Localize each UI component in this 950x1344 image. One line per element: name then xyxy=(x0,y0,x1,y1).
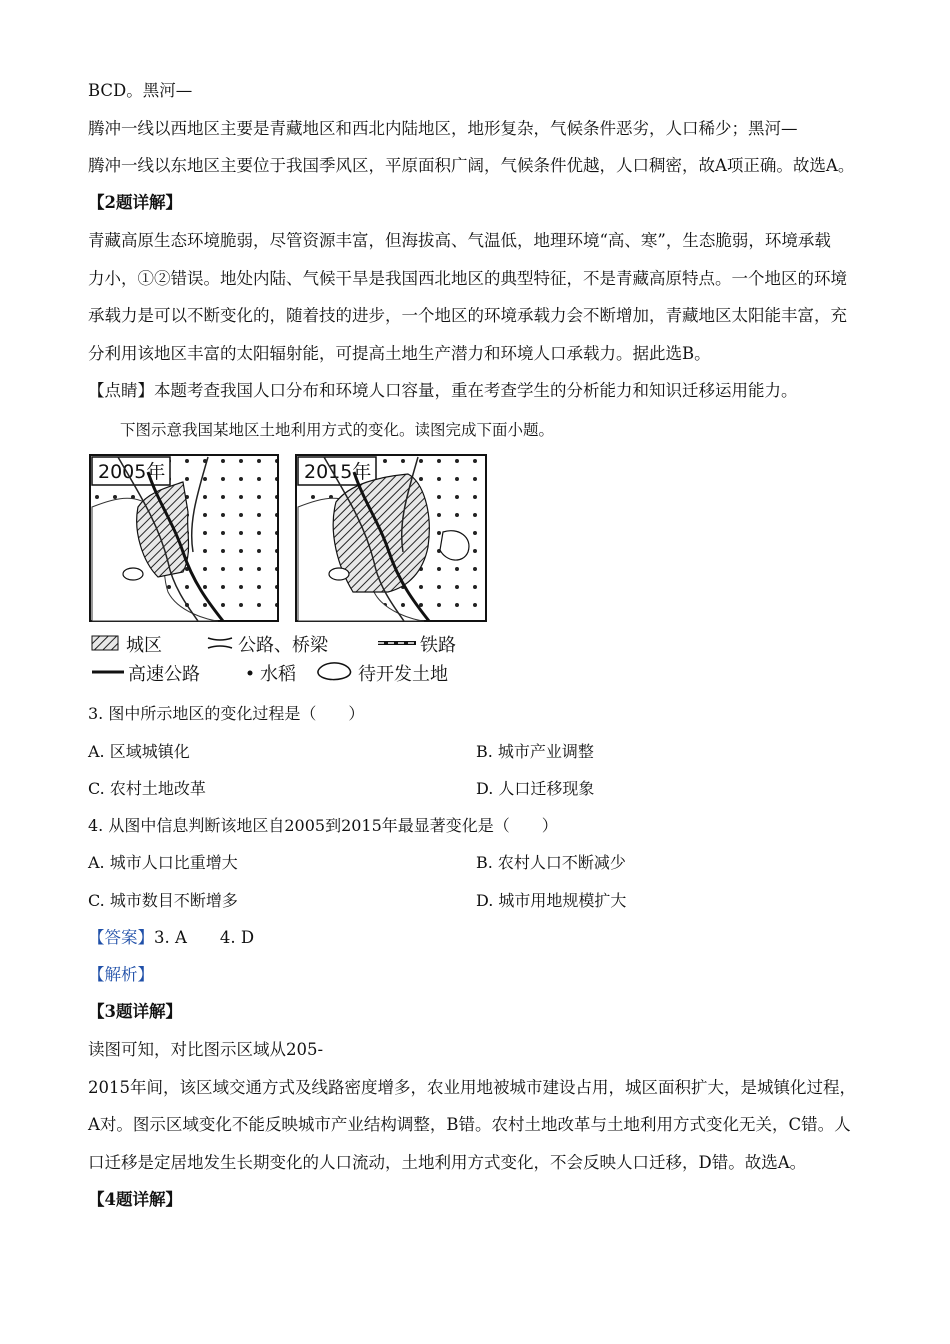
q4-option-a: A. 城市人口比重增大 xyxy=(88,853,238,872)
q3-option-a: A. 区域城镇化 xyxy=(88,742,190,761)
year-2015-label: 2015年 xyxy=(304,461,372,483)
legend-road-icon xyxy=(208,638,232,648)
text-line-3: 腾冲一线以东地区主要位于我国季风区，平原面积广阔，气候条件优越，人口稠密，故A项正确。故选A。 xyxy=(88,156,855,175)
legend-road-bridge: 公路、桥梁 xyxy=(238,635,328,656)
legend-urban: 城区 xyxy=(126,635,162,656)
detail-line-2: 2015年间，该区域交通方式及线路密度增多，农业用地被城市建设占用，城区面积扩大，是城镇化过程， xyxy=(88,1078,856,1097)
q3-option-c: C. 农村土地改革 xyxy=(88,779,206,798)
q3-option-d: D. 人口迁移现象 xyxy=(476,779,595,798)
text-line-6: 力小，①②错误。地处内陆、气候干旱是我国西北地区的典型特征，不是青藏高原特点。一个地区的环境 xyxy=(88,269,847,288)
map-2015 xyxy=(296,455,486,621)
q3-option-b: B. 城市产业调整 xyxy=(476,742,594,761)
section-title-q2-detail: 【2题详解】 xyxy=(88,193,182,212)
legend xyxy=(92,634,456,685)
text-line-2: 腾冲一线以西地区主要是青藏地区和西北内陆地区，地形复杂，气候条件恶劣，人口稀少；黑河— xyxy=(88,119,798,138)
text-line-5: 青藏高原生态环境脆弱，尽管资源丰富，但海拔高、气温低，地理环境“高、寒”，生态脆弱，环境承载 xyxy=(88,231,831,250)
text-line-9: 【点睛】本题考查我国人口分布和环境人口容量，重在考查学生的分析能力和知识迁移运用能力。 xyxy=(88,381,798,400)
land-use-figure xyxy=(88,452,488,692)
text-line-8: 分利用该地区丰富的太阳辐射能，可提高土地生产潜力和环境人口承载力。据此选B。 xyxy=(88,344,711,363)
q4-option-c: C. 城市数目不断增多 xyxy=(88,891,238,910)
analysis-label: 【解析】 xyxy=(88,965,154,984)
text-line-7: 承载力是可以不断变化的，随着技的进步，一个地区的环境承载力会不断增加，青藏地区太阳能丰富，充 xyxy=(88,306,847,325)
legend-urban-swatch xyxy=(92,636,118,650)
q4-option-b: B. 农村人口不断减少 xyxy=(476,853,626,872)
answer-text: 3. A 4. D xyxy=(154,928,255,947)
land-use-maps xyxy=(88,452,488,692)
section-title-q4-detail: 【4题详解】 xyxy=(88,1190,182,1209)
text-line-1: BCD。黑河— xyxy=(88,81,193,100)
legend-expressway: 高速公路 xyxy=(128,664,200,685)
detail-line-4: 口迁移是定居地发生长期变化的人口流动，土地利用方式变化，不会反映人口迁移，D错。故选A。 xyxy=(88,1153,807,1172)
q4-stem: 4. 从图中信息判断该地区自2005到2015年最显著变化是（ ） xyxy=(88,816,558,835)
answer-label: 【答案】 xyxy=(88,928,154,947)
figure-intro: 下图示意我国某地区土地利用方式的变化。读图完成下面小题。 xyxy=(120,421,555,439)
q3-stem: 3. 图中所示地区的变化过程是（ ） xyxy=(88,704,365,723)
legend-railway: 铁路 xyxy=(420,635,456,656)
detail-line-3: A对。图示区域变化不能反映城市产业结构调整，B错。农村土地改革与土地利用方式变化无关，C错。人 xyxy=(88,1115,851,1134)
year-2005-label: 2005年 xyxy=(98,461,166,483)
legend-undeveloped: 待开发土地 xyxy=(358,664,448,685)
legend-rice: 水稻 xyxy=(260,664,296,685)
legend-undeveloped-icon xyxy=(318,663,351,680)
detail-line-1: 读图可知，对比图示区域从205- xyxy=(88,1040,324,1059)
section-title-q3-detail: 【3题详解】 xyxy=(88,1002,182,1021)
answer-row xyxy=(88,927,254,949)
map-2005 xyxy=(90,455,278,621)
legend-rice-icon xyxy=(248,671,253,676)
q4-option-d: D. 城市用地规模扩大 xyxy=(476,891,627,910)
